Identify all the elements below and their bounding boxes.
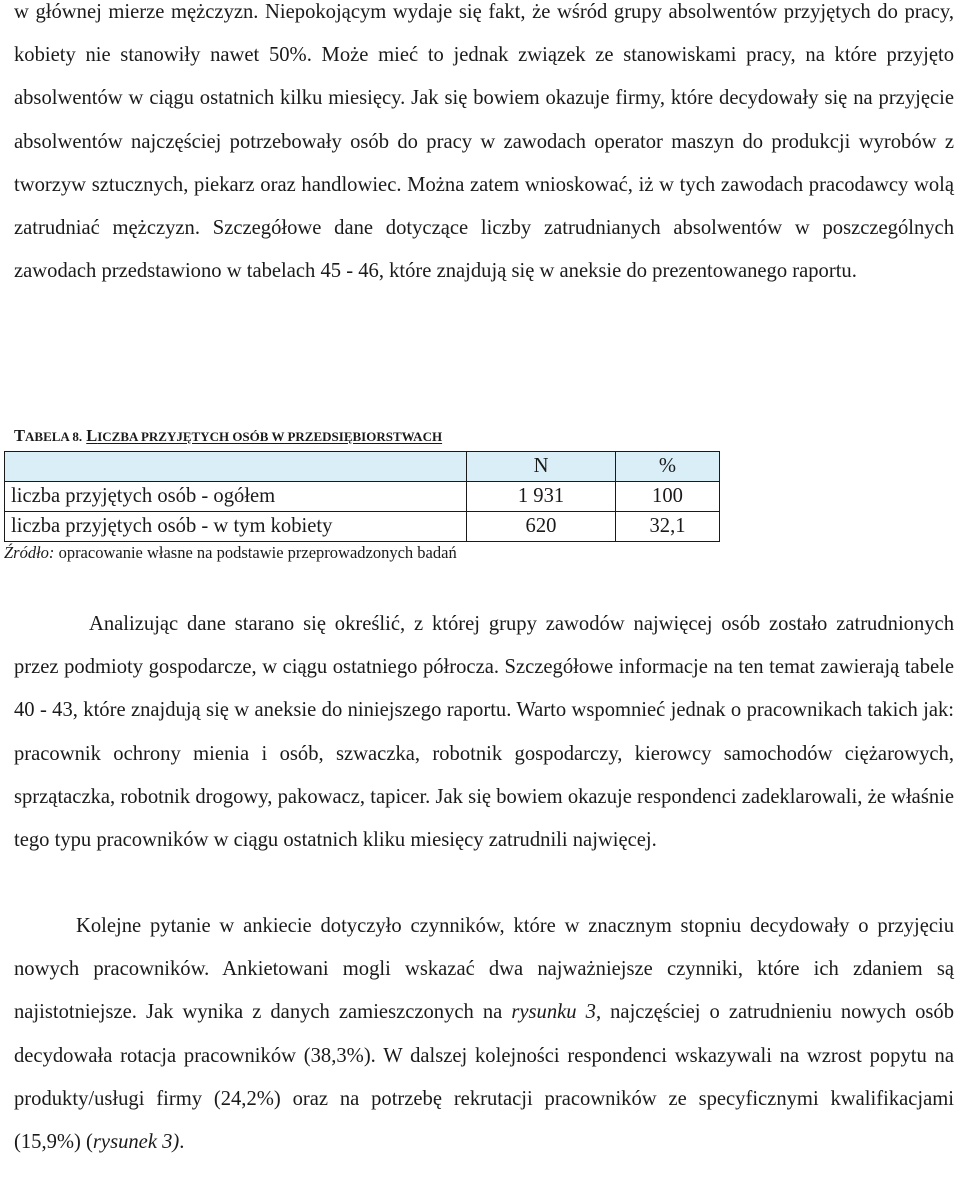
figure-reference: rysunku 3: [511, 1001, 596, 1024]
paragraph-factors: Kolejne pytanie w ankiecie dotyczyło czynników, które w znacznym stopniu decydowały o przyjęciu nowych pracowników. Ankietowani mogli wskazać dwa najważniejsze czynniki, które ich zdaniem są najistotniejsze. Jak wynika z danych zamieszczonych na rysunku 3, najczęściej o zatrudnieniu nowych osób decydowała rotacja pracowników (38,3%). W dalszej kolejności respondenci wskazywali na wzrost popytu na produkty/usługi firmy (24,2%) oraz na potrzebę rekrutacji pracowników ze specyficznymi kwalifikacjami (15,9%) (rysunek 3).: [14, 915, 954, 1154]
paragraph-intro: w głównej mierze mężczyzn. Niepokojącym wydaje się fakt, że wśród grupy absolwentów przyjętych do pracy, kobiety nie stanowiły nawet 50%. Może mieć to jednak związek ze stanowiskami pracy, na które przyjęto absolwentów w ciągu ostatnich kilku miesięcy. Jak się bowiem okazuje firmy, które decydowały się na przyjęcie absolwentów najczęściej potrzebowały osób do pracy w zawodach operator maszyn do produkcji wyrobów z tworzyw sztucznych, piekarz oraz handlowiec. Można zatem wnioskować, iż w tych zawodach pracodawcy wolą zatrudniać mężczyzn. Szczegółowe dane dotyczące liczby zatrudnianych absolwentów w poszczególnych zawodach przedstawiono w tabelach 45 - 46, które znajdują się w aneksie do prezentowanego raportu.: [14, 1, 954, 283]
table-row: [5, 512, 720, 542]
table-caption: [14, 425, 442, 448]
table-cell: 620: [467, 512, 616, 542]
caption-title: LICZBA PRZYJĘTYCH OSÓB W PRZEDSIĘBIORSTWACH: [86, 426, 443, 445]
table-cell: 100: [616, 482, 720, 512]
table-cell: 32,1: [616, 512, 720, 542]
table-header-cell: N: [467, 452, 616, 482]
table-row: [5, 482, 720, 512]
caption-label: TABELA 8.: [14, 426, 83, 445]
table-header-cell: %: [616, 452, 720, 482]
employment-table: [4, 451, 720, 542]
source-label: Źródło:: [4, 543, 55, 562]
table-header-cell: [5, 452, 467, 482]
table-cell: 1 931: [467, 482, 616, 512]
table-header-row: [5, 452, 720, 482]
table-cell: liczba przyjętych osób - w tym kobiety: [5, 512, 467, 542]
paragraph-analysis: Analizując dane starano się określić, z której grupy zawodów najwięcej osób zostało zatrudnionych przez podmioty gospodarcze, w ciągu ostatniego półrocza. Szczegółowe informacje na ten temat zawierają tabele 40 - 43, które znajdują się w aneksie do niniejszego raportu. Warto wspomnieć jednak o pracownikach takich jak: pracownik ochrony mienia i osób, szwaczka, robotnik gospodarczy, kierowcy samochodów ciężarowych, sprzątaczka, robotnik drogowy, pakowacz, tapicer. Jak się bowiem okazuje respondenci zadeklarowali, że właśnie tego typu pracowników w ciągu ostatnich kliku miesięcy zatrudnili najwięcej.: [14, 613, 954, 852]
table-cell: liczba przyjętych osób - ogółem: [5, 482, 467, 512]
source-text: opracowanie własne na podstawie przeprowadzonych badań: [54, 543, 457, 562]
table-source: [4, 543, 457, 563]
figure-reference: rysunek 3): [92, 1131, 180, 1154]
